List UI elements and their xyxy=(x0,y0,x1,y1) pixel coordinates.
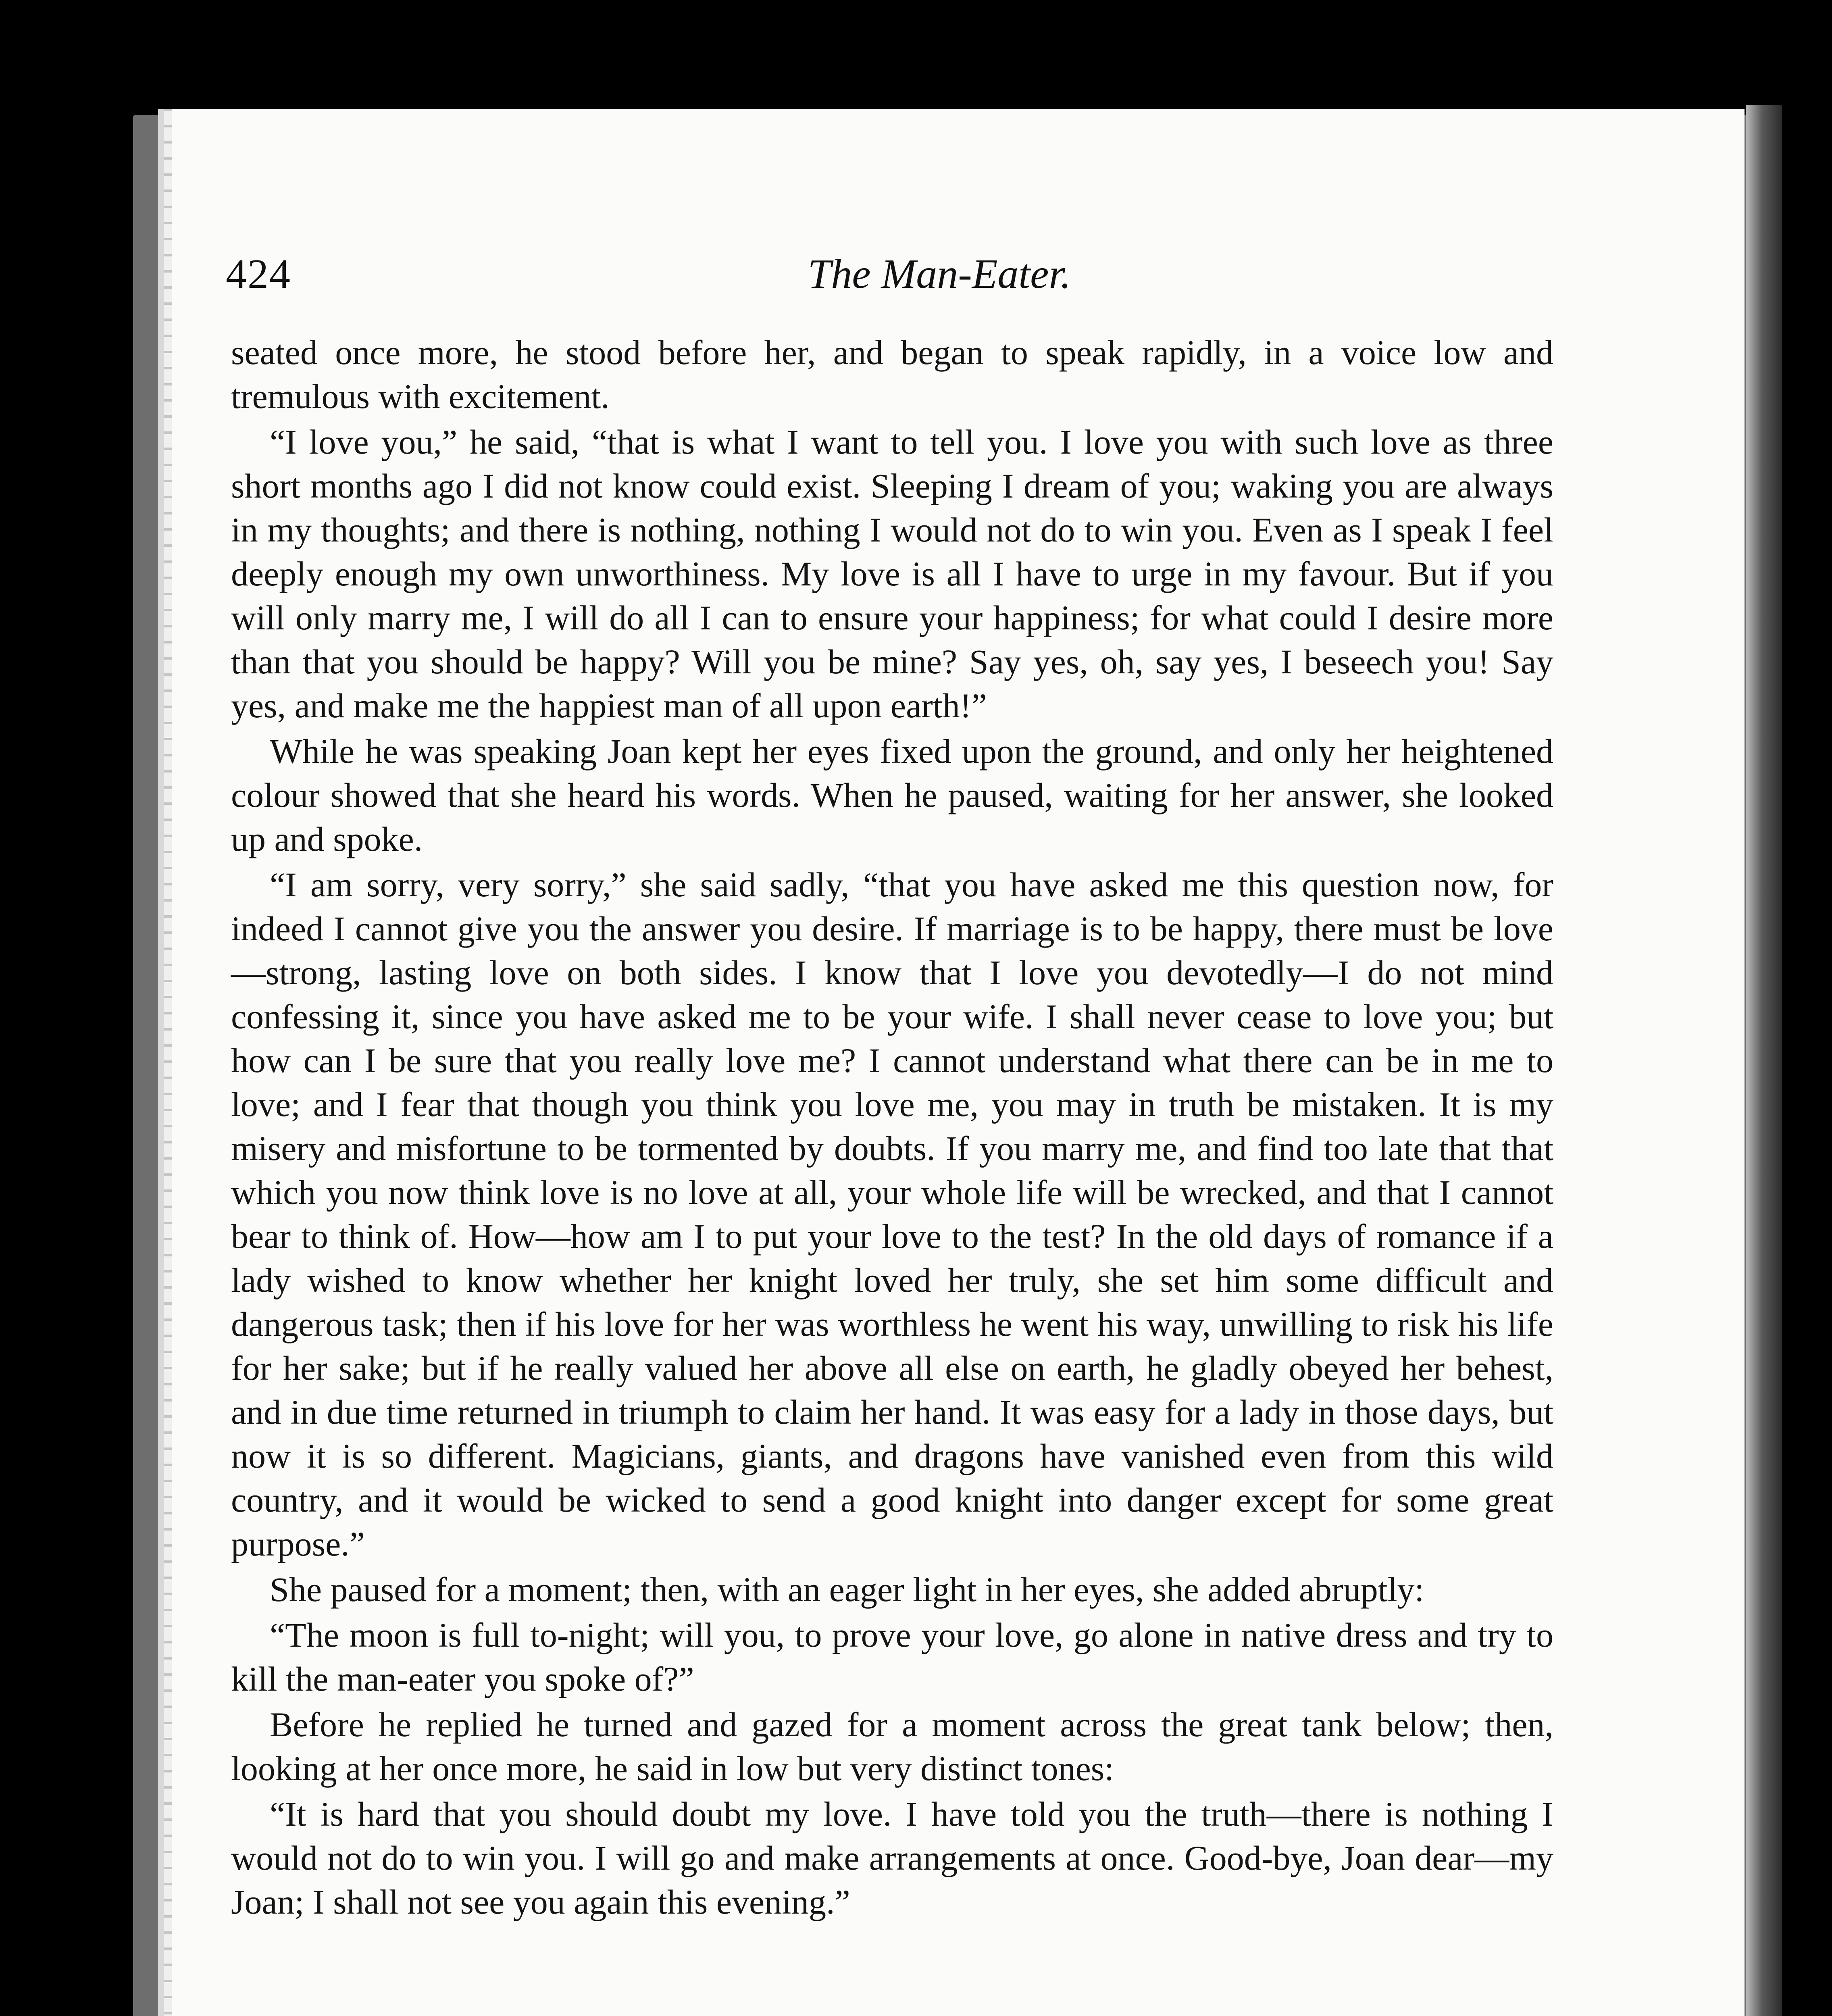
gutter-binding xyxy=(164,109,172,2016)
running-title: The Man-Eater. xyxy=(808,251,1071,297)
next-page-edge xyxy=(1746,105,1782,2016)
body-text xyxy=(231,331,1553,1926)
paragraph: While he was speaking Joan kept her eyes fixed upon the ground, and only her heightened colour showed that she heard his words. When he paused, waiting for her answer, she looked up and spoke. xyxy=(231,732,1553,858)
paragraph: “The moon is full to-night; will you, to prove your love, go alone in native dress and try to kill the man-eater you spoke of?” xyxy=(231,1616,1553,1698)
paragraph: “I am sorry, very sorry,” she said sadly, “that you have asked me this question now, for indeed I cannot give you the answer you desire. If marriage is to be happy, there must be love—strong, lasting love on both sides. I know that I love you devotedly—I do not mind confessing it, since you have asked me to be your wife. I shall never cease to love you; but how can I be sure that you really love me? I cannot understand what there can be in me to love; and I fear that though you think you love me, you may in truth be mistaken. It is my misery and misfortune to be tormented by doubts. If you marry me, and find too late that that which you now think love is no love at all, your whole life will be wrecked, and that I cannot bear to think of. How—how am I to put your love to the test? In the old days of romance if a lady wished to know whether her knight loved her truly, she set him some difficult and dangerous task; then if his love for her was worthless he went his way, unwilling to risk his life for her sake; but if he really valued her above all else on earth, he gladly obeyed her behest, and in due time returned in triumph to claim her hand. It was easy for a lady in those days, but now it is so different. Magicians, giants, and dragons have vanished even from this wild country, and it would be wicked to send a good knight into danger except for some great purpose.” xyxy=(231,865,1553,1563)
paragraph: seated once more, he stood before her, and began to speak rapidly, in a voice low and tremulous with excitement. xyxy=(231,333,1553,416)
paragraph: “It is hard that you should doubt my love. I have told you the truth—there is nothing I would not do to win you. I will go and make arrangements at once. Good-bye, Joan dear—my Joan; I shall not see you again this evening.” xyxy=(231,1795,1553,1921)
paragraph: She paused for a moment; then, with an eager light in her eyes, she added abruptly: xyxy=(270,1570,1424,1609)
paragraph: Before he replied he turned and gazed for a moment across the great tank below; then, looking at her once more, he said in low but very distinct tones: xyxy=(231,1705,1553,1788)
running-head xyxy=(226,250,1552,310)
paragraph: “I love you,” he said, “that is what I want to tell you. I love you with such love as three short months ago I did not know could exist. Sleeping I dream of you; waking you are always in my thoughts; and there is nothing, nothing I would not do to win you. Even as I speak I feel deeply enough my own unworthiness. My love is all I have to urge in my favour. But if you will only marry me, I will do all I can to ensure your happiness; for what could I desire more than that you should be happy? Will you be mine? Say yes, oh, say yes, I beseech you! Say yes, and make me the happiest man of all upon earth!” xyxy=(231,423,1553,725)
page-number: 424 xyxy=(226,251,291,297)
